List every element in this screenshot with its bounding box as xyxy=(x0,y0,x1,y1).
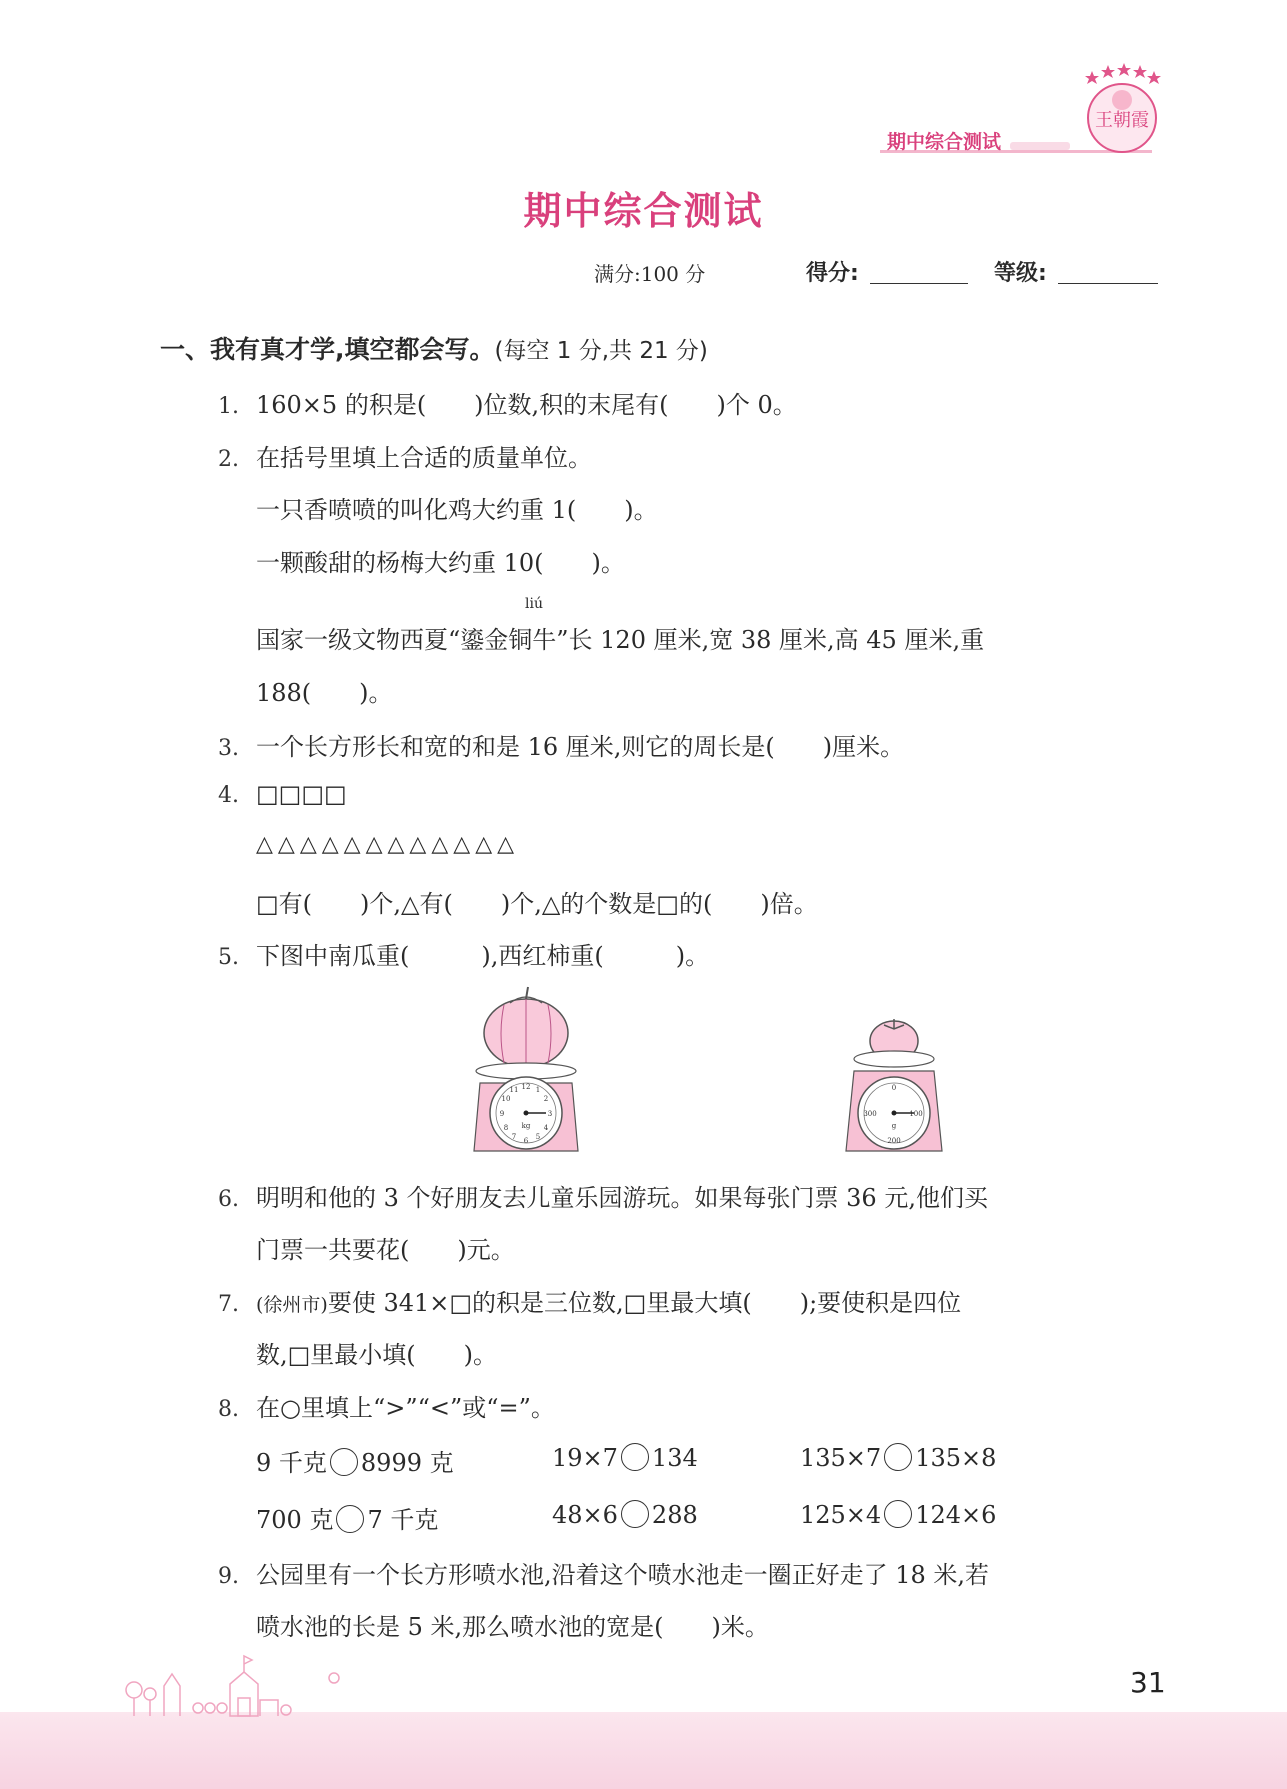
question-9: 9. 公园里有一个长方形喷水池,沿着这个喷水池走一圈正好走了 18 米,若 xyxy=(218,1561,990,1589)
svg-text:kg: kg xyxy=(521,1122,531,1130)
section-note: (每空 1 分,共 21 分) xyxy=(494,338,708,364)
header-tag: 期中综合测试 xyxy=(887,131,1002,153)
header-rule-accent xyxy=(1010,142,1070,150)
squares-row: □□□□ xyxy=(256,780,347,808)
compare-1-2: 19×7 134 xyxy=(552,1444,698,1472)
svg-text:1: 1 xyxy=(535,1086,541,1094)
svg-text:5: 5 xyxy=(535,1133,541,1141)
question-7-source: (徐州市) xyxy=(256,1294,328,1316)
svg-text:10: 10 xyxy=(501,1095,511,1103)
svg-text:8: 8 xyxy=(503,1124,509,1132)
svg-text:王朝霞: 王朝霞 xyxy=(1095,110,1149,131)
svg-text:300: 300 xyxy=(863,1110,877,1118)
svg-text:11: 11 xyxy=(509,1086,519,1094)
question-7-line-2: 数,□里最小填( )。 xyxy=(256,1341,498,1369)
svg-text:g: g xyxy=(891,1122,897,1130)
full-mark: 满分:100 分 xyxy=(594,262,706,286)
compare-circle[interactable] xyxy=(621,1500,649,1528)
compare-circle[interactable] xyxy=(621,1443,649,1471)
compare-1-1: 9 千克 8999 克 xyxy=(256,1449,454,1477)
footer-band xyxy=(0,1712,1287,1789)
question-2-line-3: 国家一级文物西夏“鎏金铜牛”长 120 厘米,宽 38 厘米,高 45 厘米,重 xyxy=(256,626,985,654)
question-9-line-2: 喷水池的长是 5 米,那么喷水池的宽是( )米。 xyxy=(256,1613,769,1641)
svg-text:9: 9 xyxy=(499,1110,505,1118)
question-2: 2. 在括号里填上合适的质量单位。 xyxy=(218,444,592,472)
svg-text:0: 0 xyxy=(891,1084,897,1092)
pinyin-ruby: liú xyxy=(525,596,543,612)
question-6: 6. 明明和他的 3 个好朋友去儿童乐园游玩。如果每张门票 36 元,他们买 xyxy=(218,1184,988,1212)
question-6-line-2: 门票一共要花( )元。 xyxy=(256,1236,515,1264)
pumpkin-scale xyxy=(470,985,582,1157)
question-1: 1. 160×5 的积是( )位数,积的末尾有( )个 0。 xyxy=(218,391,797,419)
score-blank[interactable] xyxy=(870,283,968,284)
question-5: 5. 下图中南瓜重( ),西红柿重( )。 xyxy=(218,942,710,970)
compare-circle[interactable] xyxy=(330,1448,358,1476)
question-3: 3. 一个长方形长和宽的和是 16 厘米,则它的周长是( )厘米。 xyxy=(218,733,905,761)
grade-label: 等级: xyxy=(994,261,1047,286)
brand-logo xyxy=(1072,62,1172,158)
svg-text:2: 2 xyxy=(543,1095,549,1103)
page-number: 31 xyxy=(1130,1666,1166,1699)
question-2-line-2: 一颗酸甜的杨梅大约重 10( )。 xyxy=(256,549,625,577)
svg-text:7: 7 xyxy=(511,1133,517,1141)
question-4-line: □有( )个,△有( )个,△的个数是□的( )倍。 xyxy=(256,890,818,918)
grade-blank[interactable] xyxy=(1058,283,1158,284)
triangles-row: △△△△△△△△△△△△ xyxy=(256,832,520,857)
compare-2-1: 700 克 7 千克 xyxy=(256,1506,439,1534)
question-2-line-1: 一只香喷喷的叫化鸡大约重 1( )。 xyxy=(256,496,658,524)
tomato-scale xyxy=(838,1015,950,1157)
svg-text:4: 4 xyxy=(543,1124,549,1132)
question-8: 8. 在○里填上“>”“<”或“=”。 xyxy=(218,1394,555,1422)
question-4: 4. □□□□ xyxy=(218,780,347,808)
compare-1-3: 135×7 135×8 xyxy=(800,1444,997,1472)
compare-2-3: 125×4 124×6 xyxy=(800,1501,997,1529)
question-7: 7. (徐州市)要使 341×□的积是三位数,□里最大填( );要使积是四位 xyxy=(218,1289,962,1317)
castle-decoration xyxy=(120,1650,380,1720)
svg-text:12: 12 xyxy=(521,1083,531,1091)
svg-text:100: 100 xyxy=(909,1110,923,1118)
question-2-line-4: 188( )。 xyxy=(256,679,393,707)
section-heading xyxy=(160,330,708,366)
compare-2-2: 48×6 288 xyxy=(552,1501,698,1529)
compare-circle[interactable] xyxy=(884,1500,912,1528)
page-title: 期中综合测试 xyxy=(523,189,764,233)
svg-text:200: 200 xyxy=(887,1137,901,1145)
compare-circle[interactable] xyxy=(884,1443,912,1471)
section-heading-text: 一、我有真才学,填空都会写。 xyxy=(160,335,495,364)
svg-text:3: 3 xyxy=(547,1110,553,1118)
svg-text:6: 6 xyxy=(523,1137,529,1145)
score-label: 得分: xyxy=(806,261,859,286)
compare-circle[interactable] xyxy=(336,1505,364,1533)
